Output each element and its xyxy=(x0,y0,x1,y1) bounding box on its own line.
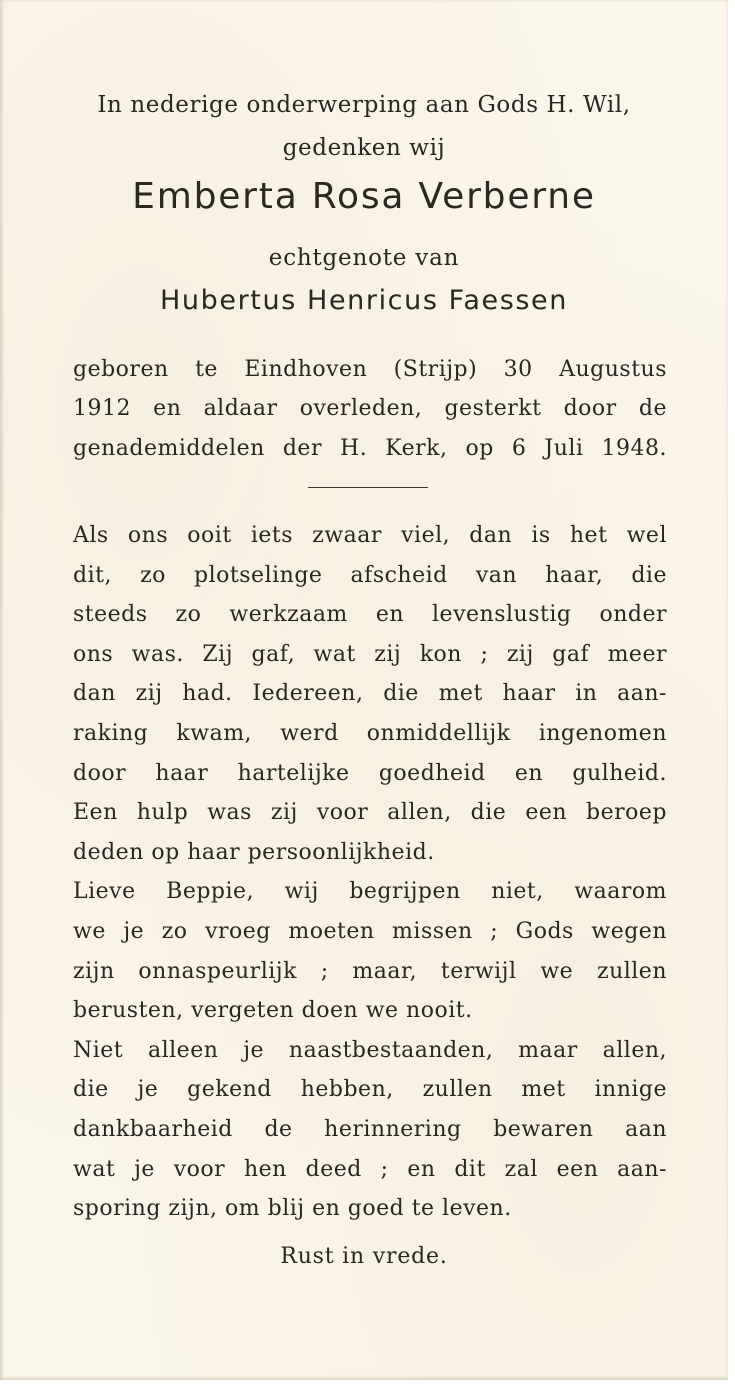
memorial-line: dan zij had. Iedereen, die met haar in aan- xyxy=(73,681,667,707)
memorial-line: sporing zijn, om blij en goed te leven. xyxy=(73,1196,512,1222)
memorial-line: deden op haar persoonlijkheid. xyxy=(73,839,435,865)
spouse-prefix: echtgenote van xyxy=(268,245,460,271)
intro-line-2: gedenken wij xyxy=(282,135,446,161)
memorial-line: we je zo vroeg moeten missen ; Gods wegen xyxy=(73,918,667,944)
memorial-line: dankbaarheid de herinnering bewaren aan xyxy=(73,1116,667,1142)
birth-line: genademiddelen der H. Kerk, op 6 Juli 1948. xyxy=(73,435,667,461)
intro-line: In nederige onderwerping aan Gods H. Wil, xyxy=(97,92,631,118)
birth-line: geboren te Eindhoven (Strijp) 30 Augustus xyxy=(73,357,667,382)
memorial-line: ons was. Zij gaf, wat zij kon ; zij gaf meer xyxy=(73,641,667,667)
memorial-line: Lieve Beppie, wij begrijpen niet, waarom xyxy=(73,879,667,905)
memorial-text xyxy=(73,516,667,1229)
memorial-line: berusten, vergeten doen we nooit. xyxy=(73,998,473,1024)
memorial-line: dit, zo plotselinge afscheid van haar, die xyxy=(73,562,667,588)
memorial-line: Niet alleen je naastbestaanden, maar allen, xyxy=(73,1037,667,1063)
memorial-line: wat je voor hen deed ; en dit zal een aan- xyxy=(73,1156,667,1182)
memorial-line: die je gekend hebben, zullen met innige xyxy=(73,1077,667,1103)
memorial-line: zijn onnaspeurlijk ; maar, terwijl we zullen xyxy=(73,958,667,984)
memorial-line: Een hulp was zij voor allen, die een beroep xyxy=(73,800,667,826)
deceased-name: Emberta Rosa Verberne xyxy=(132,176,596,217)
memorial-line: Als ons ooit iets zwaar viel, dan is het wel xyxy=(73,523,667,548)
memorial-line: door haar hartelijke goedheid en gulheid. xyxy=(73,760,667,786)
divider-rule xyxy=(308,487,428,488)
memorial-line: steeds zo werkzaam en levenslustig onder xyxy=(73,602,667,628)
closing-phrase: Rust in vrede. xyxy=(280,1244,448,1269)
birth-line: 1912 en aldaar overleden, gesterkt door de xyxy=(73,396,667,422)
spouse-name: Hubertus Henricus Faessen xyxy=(160,285,568,316)
memorial-line: raking kwam, werd onmiddellijk ingenomen xyxy=(73,720,667,746)
birth-death-details xyxy=(73,350,667,468)
